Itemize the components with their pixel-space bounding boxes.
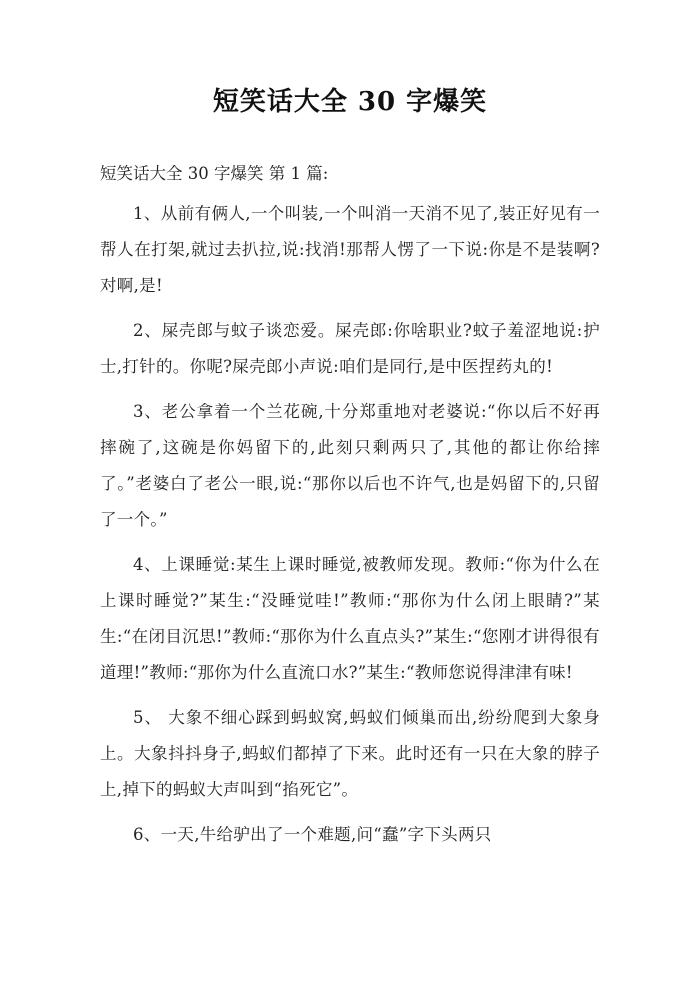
joke-paragraph-6: 6、一天,牛给驴出了一个难题,问“蠢”字下头两只 [133, 825, 492, 844]
joke-paragraph-2: 2、屎壳郎与蚊子谈恋爱。屎壳郎:你啥职业?蚊子羞涩地说:护士,打针的。你呢?屎壳郎小声说:咱们是同行,是中医捏药丸的! [100, 321, 600, 376]
joke-paragraph-3: 3、老公拿着一个兰花碗,十分郑重地对老婆说:“你以后不好再摔碗了,这碗是你妈留下的,此刻只剩两只了,其他的都让你给摔了。”老婆白了老公一眼,说:“那你以后也不许气,也是妈留下的,只留了一个。” [100, 402, 600, 529]
joke-list [100, 196, 600, 862]
joke-paragraph-4: 4、上课睡觉:某生上课时睡觉,被教师发现。教师:“你为什么在上课时睡觉?”某生:“没睡觉哇!”教师:“那你为什么闭上眼睛?”某生:“在闭目沉思!”教师:“那你为什么直点头?”某生:“您刚才讲得很有道理!”教师:“那你为什么直流口水?”某生:“教师您说得津津有味! [100, 555, 600, 682]
section-heading: 短笑话大全 30 字爆笑 第 1 篇: [100, 164, 329, 183]
joke-paragraph-1: 1、从前有俩人,一个叫装,一个叫消一天消不见了,装正好见有一帮人在打架,就过去扒拉,说:找消!那帮人愣了一下说:你是不是装啊?对啊,是! [100, 204, 600, 295]
document-title: 短笑话大全 30 字爆笑 [212, 87, 488, 117]
joke-paragraph-5: 5、 大象不细心踩到蚂蚁窝,蚂蚁们倾巢而出,纷纷爬到大象身上。大象抖抖身子,蚂蚁们都掉了下来。此时还有一只在大象的脖子上,掉下的蚂蚁大声叫到“掐死它”。 [100, 708, 600, 799]
